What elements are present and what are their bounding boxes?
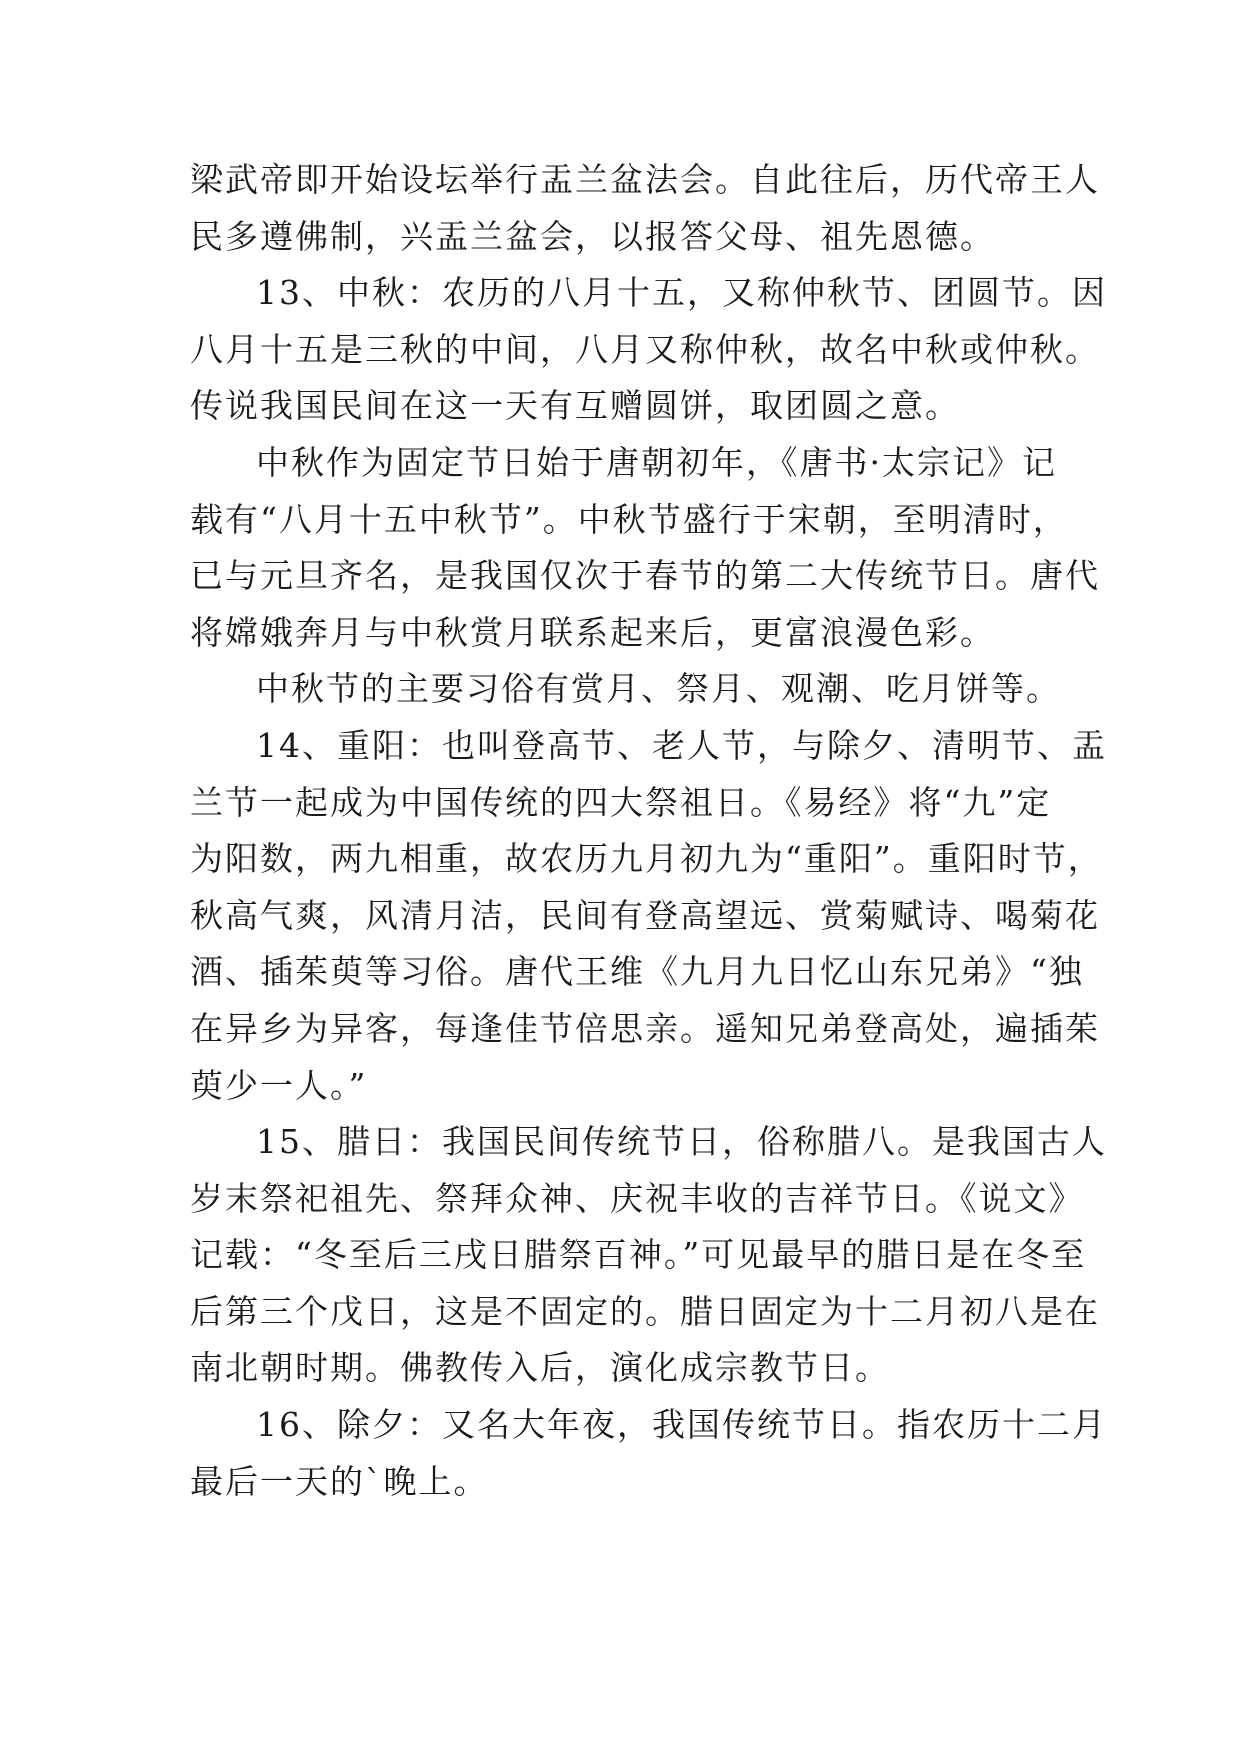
text-line: 后第三个戊日，这是不固定的。腊日固定为十二月初八是在 bbox=[190, 1291, 1100, 1331]
body-text bbox=[190, 152, 1107, 1510]
text-line: 为阳数，两九相重，故农历九月初九为“重阳”。重阳时节， bbox=[190, 839, 1103, 879]
text-line: 15、腊日：我国民间传统节日，俗称腊八。是我国古人 bbox=[256, 1122, 1107, 1162]
text-line: 酒、插茱萸等习俗。唐代王维《九月九日忆山东兄弟》“独 bbox=[190, 952, 1084, 992]
text-line: 已与元旦齐名，是我国仅次于春节的第二大传统节日。唐代 bbox=[190, 556, 1100, 596]
text-line: 民多遵佛制，兴盂兰盆会，以报答父母、祖先恩德。 bbox=[190, 216, 995, 256]
text-line: 梁武帝即开始设坛举行盂兰盆法会。自此往后，历代帝王人 bbox=[190, 160, 1100, 199]
text-line: 将嫦娥奔月与中秋赏月联系起来后，更富浪漫色彩。 bbox=[190, 612, 995, 652]
text-line: 14、重阳：也叫登高节、老人节，与除夕、清明节、盂 bbox=[256, 725, 1107, 765]
text-line: 兰节一起成为中国传统的四大祭祖日。《易经》将“九”定 bbox=[190, 782, 1052, 822]
text-line: 记载：“冬至后三戌日腊祭百神。”可见最早的腊日是在冬至 bbox=[190, 1235, 1087, 1275]
text-line: 载有“八月十五中秋节”。中秋节盛行于宋朝，至明清时， bbox=[190, 499, 1068, 539]
text-line: 中秋作为固定节日始于唐朝初年，《唐书·太宗记》记 bbox=[256, 442, 1057, 482]
text-line: 最后一天的`晚上。 bbox=[190, 1461, 489, 1501]
text-line: 在异乡为异客，每逢佳节倍思亲。遥知兄弟登高处，遍插茱 bbox=[190, 1008, 1100, 1048]
text-line: 中秋节的主要习俗有赏月、祭月、观潮、吃月饼等。 bbox=[256, 669, 1061, 709]
text-line: 南北朝时期。佛教传入后，演化成宗教节日。 bbox=[190, 1348, 890, 1388]
text-line: 16、除夕：又名大年夜，我国传统节日。指农历十二月 bbox=[256, 1405, 1107, 1445]
text-line: 13、中秋：农历的八月十五，又称仲秋节、团圆节。因 bbox=[256, 273, 1107, 313]
text-line: 传说我国民间在这一天有互赠圆饼，取团圆之意。 bbox=[190, 386, 960, 426]
text-line: 八月十五是三秋的中间，八月又称仲秋，故名中秋或仲秋。 bbox=[190, 329, 1100, 369]
text-line: 萸少一人。” bbox=[190, 1065, 368, 1105]
text-line: 秋高气爽，风清月洁，民间有登高望远、赏菊赋诗、喝菊花 bbox=[190, 895, 1100, 935]
text-line: 岁末祭祀祖先、祭拜众神、庆祝丰收的吉祥节日。《说文》 bbox=[190, 1178, 1084, 1218]
